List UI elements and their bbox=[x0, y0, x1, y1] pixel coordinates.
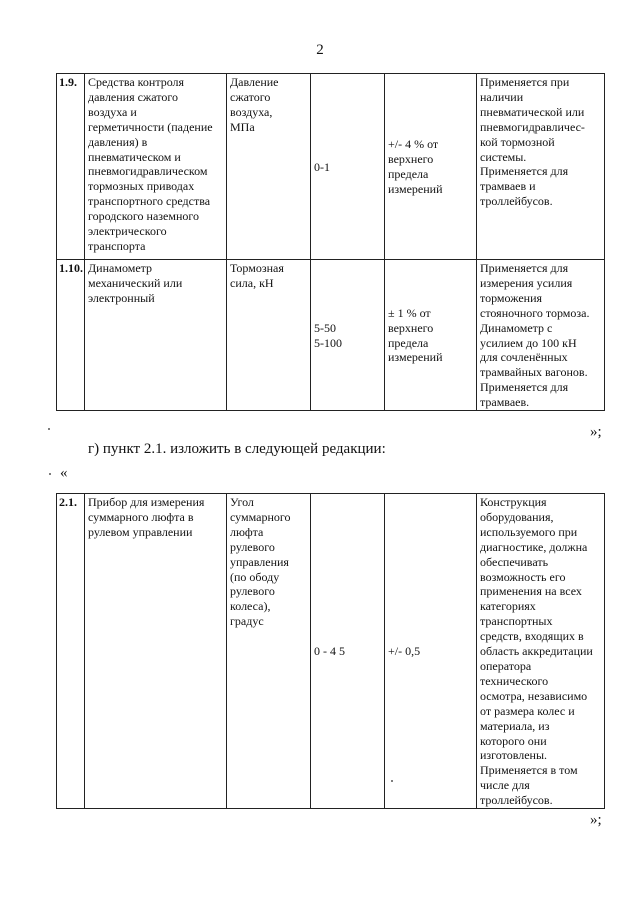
measured-parameter: Давление сжатого воздуха, МПа bbox=[227, 74, 311, 260]
note: Конструкция оборудования, используемого при диагностике, должна обеспечивать возможность его применения на всех категориях транспортных средств, входящих в область аккредитации оператора технического осмотра, независимо от размера колес и материала, из которого они изготовлены. Применяется в том числе для троллейбусов. bbox=[477, 494, 605, 809]
note: Применяется для измерения усилия торможения стояночного тормоза. Динамометр с усилием до 100 кН для сочленённых трамвайных вагонов. Применяется для трамваев. bbox=[477, 260, 605, 411]
equipment-table-1 bbox=[56, 73, 605, 411]
table-row bbox=[57, 260, 605, 411]
measured-parameter: Угол суммарного люфта рулевого управления (по ободу рулевого колеса), градус bbox=[227, 494, 311, 809]
measurement-range: 0-1 bbox=[311, 74, 385, 260]
row-number: 2.1. bbox=[57, 494, 85, 809]
instruction-text: г) пункт 2.1. изложить в следующей редакции: bbox=[88, 441, 386, 457]
measurement-range: 0 - 4 5 bbox=[311, 494, 385, 809]
opening-quote: « bbox=[60, 465, 68, 481]
closing-quote: »; bbox=[590, 812, 602, 828]
measurement-range: 5-50 5-100 bbox=[311, 260, 385, 411]
equipment-name: Динамометр механический или электронный bbox=[85, 260, 227, 411]
equipment-name: Прибор для измерения суммарного люфта в рулевом управлении bbox=[85, 494, 227, 809]
page-number: 2 bbox=[316, 42, 324, 58]
note: Применяется при наличии пневматической или пневмогидравличес- кой тормозной системы. Применяется для трамваев и троллейбусов. bbox=[477, 74, 605, 260]
equipment-table-2 bbox=[56, 493, 605, 809]
accuracy: +/- 4 % от верхнего предела измерений bbox=[385, 74, 477, 260]
equipment-name: Средства контроля давления сжатого воздуха и герметичности (падение давления) в пневматическом и пневмогидравлическом тормозных приводах транспортного средства городского наземного электрического транспорта bbox=[85, 74, 227, 260]
table-row bbox=[57, 74, 605, 260]
accuracy: +/- 0,5 bbox=[385, 494, 477, 809]
table-row bbox=[57, 494, 605, 809]
scan-speck bbox=[391, 780, 393, 782]
scan-speck bbox=[48, 428, 50, 430]
row-number: 1.10. bbox=[57, 260, 85, 411]
accuracy: ± 1 % от верхнего предела измерений bbox=[385, 260, 477, 411]
row-number: 1.9. bbox=[57, 74, 85, 260]
closing-quote: »; bbox=[590, 424, 602, 440]
measured-parameter: Тормозная сила, кН bbox=[227, 260, 311, 411]
scan-speck bbox=[49, 473, 51, 475]
